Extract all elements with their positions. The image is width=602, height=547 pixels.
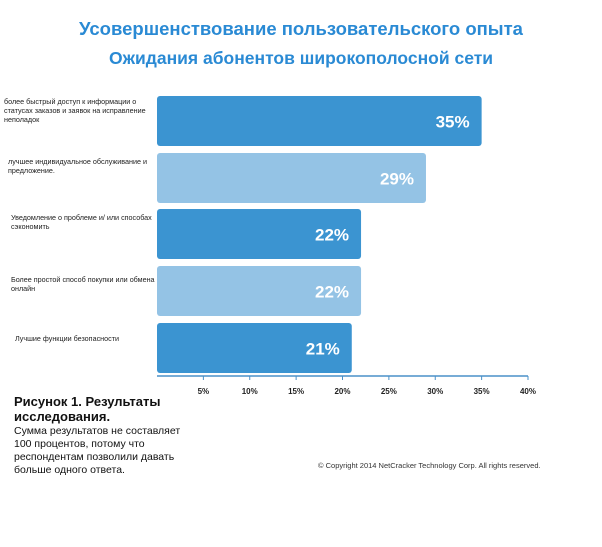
caption-title: Рисунок 1. Результаты исследования. [14,394,161,424]
x-tick-label: 30% [427,387,444,396]
category-label: более быстрый доступ к информации о статусах заказов и заявок на исправление неполадок [4,97,146,124]
bar [157,96,482,146]
bar-value-label: 29% [379,169,414,189]
bar-value-label: 35% [435,112,470,132]
bar-value-label: 22% [315,225,350,245]
category-label: Уведомление о проблеме и/ или способах сэкономить [11,213,152,231]
category-label: Лучшие функции безопасности [15,334,120,343]
x-tick-label: 20% [334,387,351,396]
category-label: Более простой способ покупки или обмена онлайн [11,275,155,293]
x-tick-label: 10% [241,387,258,396]
x-tick-label: 40% [519,387,537,396]
x-tick-label: 25% [380,387,397,396]
x-tick-label: 15% [288,387,305,396]
x-tick-label: 35% [473,387,490,396]
x-tick-label: 5% [197,387,210,396]
bar-value-label: 21% [305,339,340,359]
copyright-notice: © Copyright 2014 NetCracker Technology Corp. All rights reserved. [318,461,541,470]
chart-subtitle: Ожидания абонентов широкополосной сети [108,48,494,68]
caption-text: Сумма результатов не составляет 100 процентов, потому что респондентам позволили давать больше одного ответа. [14,425,181,476]
bar-value-label: 22% [315,282,350,302]
category-label: лучшее индивидуальное обслуживание и предложение. [8,157,147,175]
chart-title: Усовершенствование пользовательского опыта [79,18,523,39]
figure-caption [14,394,194,477]
